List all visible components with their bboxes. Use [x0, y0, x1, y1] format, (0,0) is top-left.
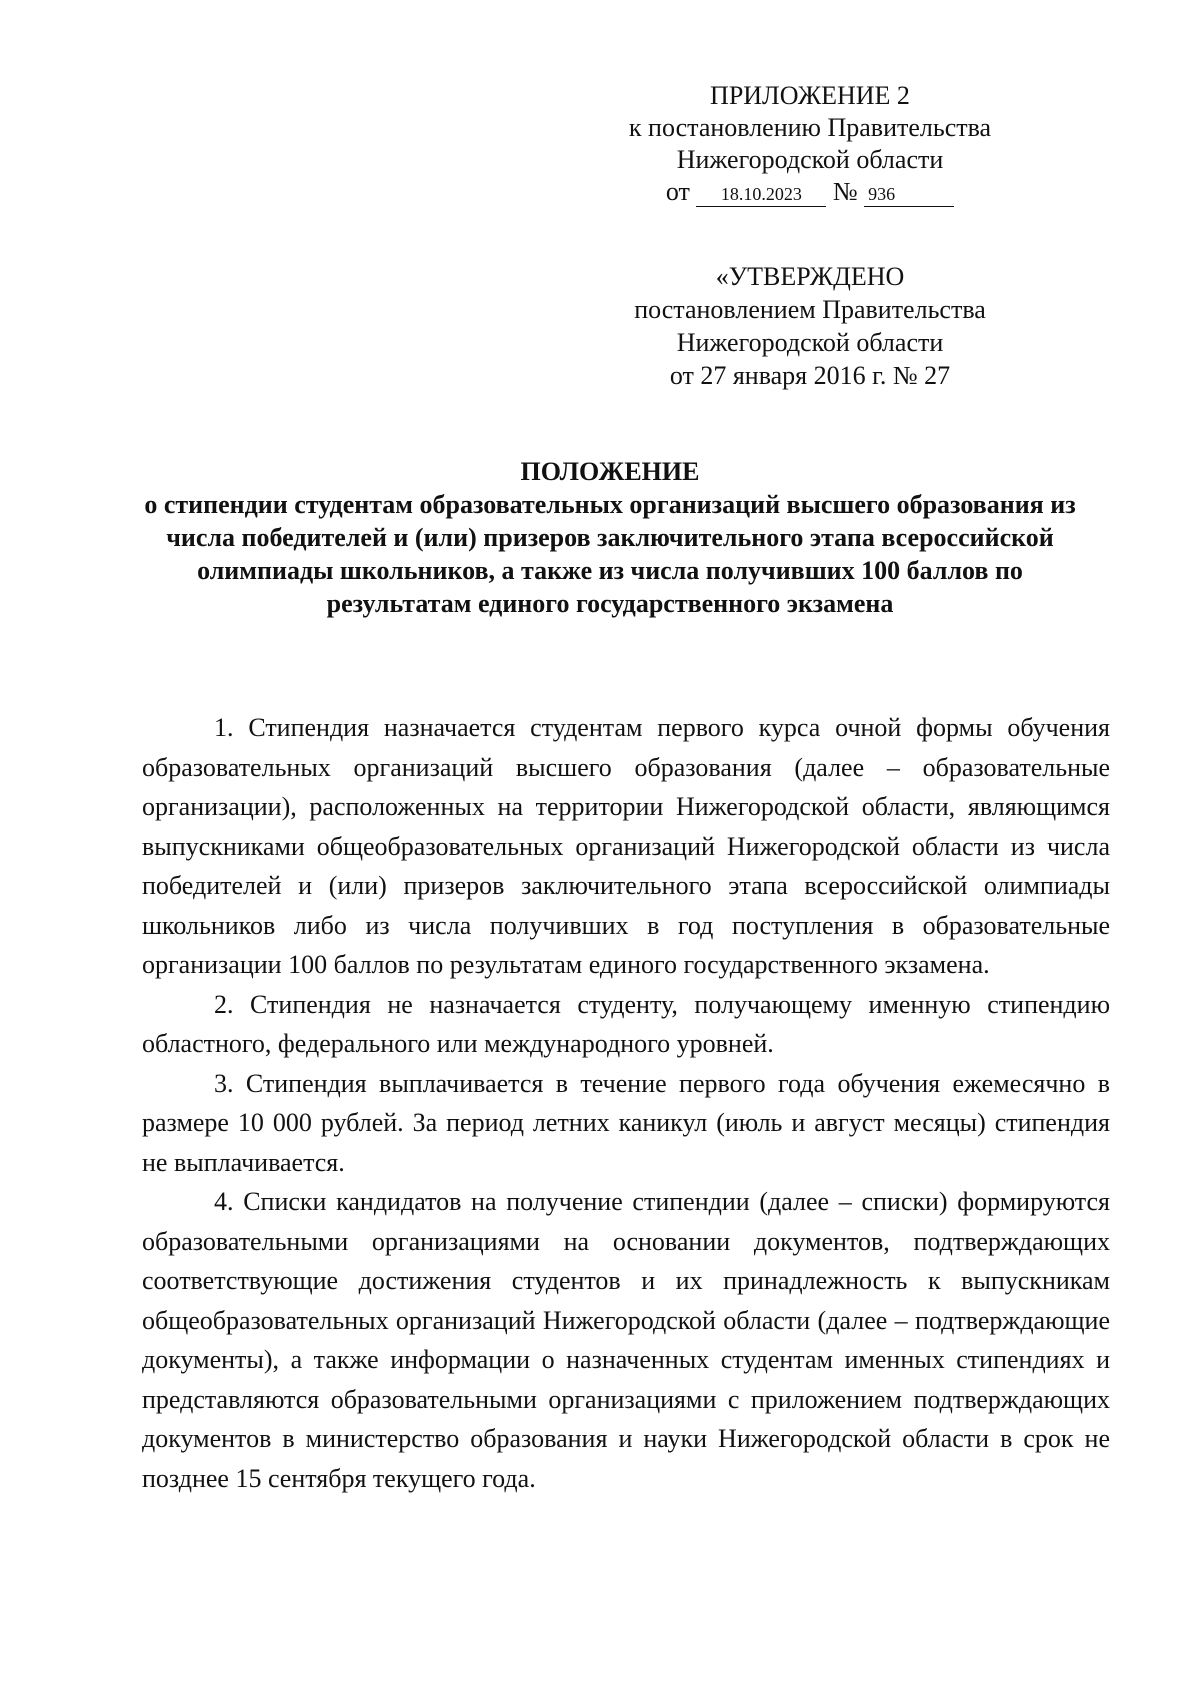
number-field: 936 — [864, 182, 954, 207]
paragraph-4: 4. Списки кандидатов на получение стипендии (далее – списки) формируются образовательными организациями на основании документов, подтверждающих соответствующие достижения студентов и их принадлежность к выпускникам общеобразовательных организаций Нижегородской области (далее – подтверждающие документы), а также информации о назначенных студентам именных стипендиях и представляются образовательными организациями с приложением подтверждающих документов в министерство образования и науки Нижегородской области в срок не позднее 15 сентября текущего года. — [142, 1187, 1110, 1493]
appendix-resolution-line: к постановлению Правительства — [628, 113, 992, 142]
paragraph-1: 1. Стипендия назначается студентам первого курса очной формы обучения образовательных организаций высшего образования (далее – образовательные организации), расположенных на территории Нижегородской области, являющимся выпускниками общеобразовательных организаций Нижегородской области из числа победителей и (или) призеров заключительного этапа всероссийской олимпиады школьников либо из числа получивших в год поступления в образовательные организации 100 баллов по результатам единого государственного экзамена. — [142, 713, 1110, 979]
appendix-block — [590, 80, 1030, 208]
date-field: 18.10.2023 — [696, 182, 826, 207]
appendix-title: ПРИЛОЖЕНИЕ 2 — [710, 81, 910, 110]
appendix-region-line: Нижегородской области — [676, 145, 944, 174]
paragraph-3: 3. Стипендия выплачивается в течение первого года обучения ежемесячно в размере 10 000 рублей. За период летних каникул (июль и август месяцы) стипендия не выплачивается. — [142, 1068, 1110, 1177]
document-subtitle: о стипендии студентам образовательных организаций высшего образования из числа победителей и (или) призеров заключительного этапа всероссийской олимпиады школьников, а также из числа получивших 100 баллов по результатам единого государственного экзамена — [144, 490, 1076, 618]
date-prefix: от — [665, 177, 690, 206]
paragraph-2: 2. Стипендия не назначается студенту, получающему именную стипендию областного, федерального или международного уровней. — [142, 989, 1110, 1058]
number-prefix: № — [832, 177, 858, 206]
document-title: ПОЛОЖЕНИЕ — [520, 457, 700, 486]
document-body — [142, 708, 1110, 1498]
approved-title: «УТВЕРЖДЕНО — [715, 262, 905, 291]
approved-date-line: от 27 января 2016 г. № 27 — [669, 361, 951, 390]
document-heading — [140, 455, 1080, 620]
approved-resolution-line: постановлением Правительства — [634, 295, 986, 324]
approved-region-line: Нижегородской области — [676, 328, 944, 357]
appendix-date-number-line — [590, 176, 1030, 208]
approval-block — [600, 260, 1020, 392]
